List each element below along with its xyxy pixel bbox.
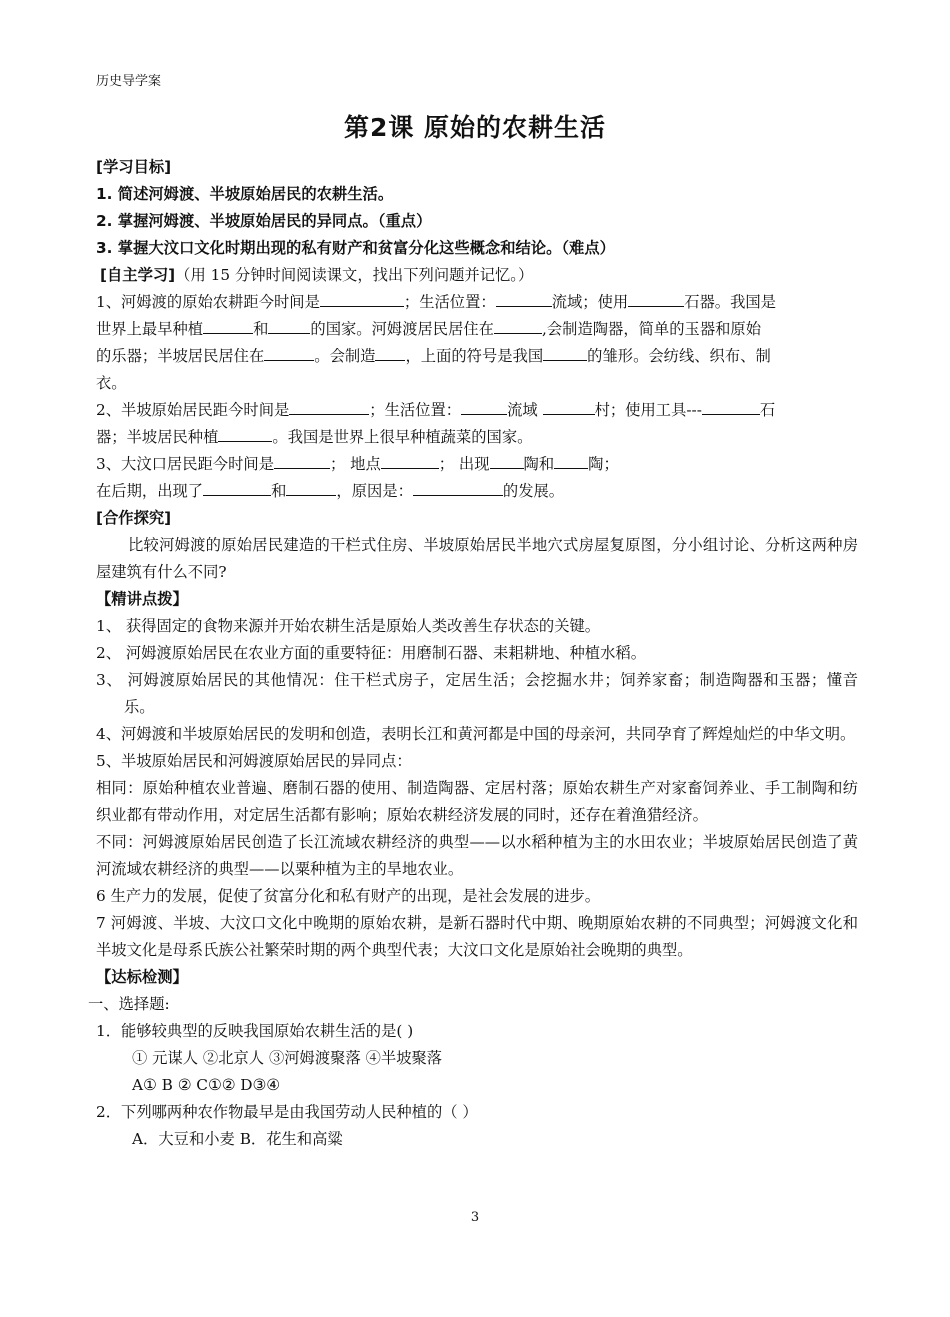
- q1-text-g: 的国家。河姆渡居民居住在: [310, 320, 494, 338]
- fill-blank[interactable]: [628, 292, 684, 307]
- key-point-1: 1、 获得固定的食物来源并开始农耕生活是原始人类改善生存状态的关键。: [96, 617, 601, 635]
- test-heading: 【达标检测】: [96, 968, 188, 986]
- fill-blank[interactable]: [320, 292, 404, 307]
- fill-blank[interactable]: [496, 292, 552, 307]
- test-section-1: 一、选择题:: [88, 995, 170, 1013]
- key-points-heading: 【精讲点拨】: [96, 590, 188, 608]
- document-body: [88, 154, 858, 1153]
- page-number: 3: [470, 1210, 480, 1225]
- q2-text-a: 2、半坡原始居民距今时间是: [96, 401, 290, 419]
- q3-text-c: ； 出现: [438, 455, 490, 473]
- q2-line-2: [96, 424, 858, 451]
- lesson-title: 第2课 原始的农耕生活: [343, 113, 607, 142]
- q2-text-e: 石: [759, 401, 776, 419]
- fill-blank[interactable]: [203, 319, 253, 334]
- key-point-6: 6 生产力的发展，促使了贫富分化和私有财产的出现，是社会发展的进步。: [96, 887, 601, 905]
- q1-text-k: ，上面的符号是我国: [405, 347, 544, 365]
- q1-text-f: 和: [253, 320, 269, 338]
- fill-blank[interactable]: [274, 454, 330, 469]
- fill-blank[interactable]: [543, 400, 595, 415]
- key-point-5: 5、半坡原始居民和河姆渡原始居民的异同点：: [96, 752, 412, 770]
- q3-text-h: ，原因是：: [336, 482, 413, 500]
- q3-text-g: 和: [271, 482, 287, 500]
- key-point-7: 7 河姆渡、半坡、大汶口文化中晚期的原始农耕，是新石器时代中期、晚期原始农耕的不同典型；河姆渡文化和半坡文化是母系氏族公社繁荣时期的两个典型代表；大汶口文化是原始社会晚期的典型。: [96, 914, 858, 959]
- q1-text-l: 的雏形。会纺线、织布、制: [587, 347, 771, 365]
- fill-blank[interactable]: [494, 319, 542, 334]
- key-point-4: 4、河姆渡和半坡原始居民的发明和创造，表明长江和黄河都是中国的母亲河，共同孕育了辉煌灿烂的中华文明。: [96, 725, 856, 743]
- q2-line-1: [96, 397, 858, 424]
- test-question-1-choices: A① B ② C①② D③④: [132, 1076, 280, 1094]
- q2-text-c: 流域: [507, 401, 538, 419]
- key-point-2: 2、 河姆渡原始居民在农业方面的重要特征：用磨制石器、耒耜耕地、种植水稻。: [96, 644, 646, 662]
- fill-blank[interactable]: [461, 400, 507, 415]
- fill-blank[interactable]: [381, 454, 439, 469]
- test-question-2-options: A．大豆和小麦 B．花生和高粱: [132, 1130, 343, 1148]
- q3-text-b: ； 地点: [330, 455, 381, 473]
- key-point-same: 相同：原始种植农业普遍、磨制石器的使用、制造陶器、定居村落；原始农耕生产对家畜饲养业、手工制陶和纺织业都有带动作用，对定居生活都有影响；原始农耕经济发展的同时，还存在着渔猎经济。: [96, 779, 858, 824]
- fill-blank[interactable]: [289, 400, 369, 415]
- q1-text-b: ；生活位置：: [403, 293, 496, 311]
- cooperation-text: 比较河姆渡的原始居民建造的干栏式住房、半坡原始居民半地穴式房屋复原图，分小组讨论、分析这两种房屋建筑有什么不同?: [96, 536, 858, 581]
- fill-blank[interactable]: [702, 400, 760, 415]
- test-question-1-options: ① 元谋人 ②北京人 ③河姆渡聚落 ④半坡聚落: [132, 1049, 443, 1067]
- fill-blank[interactable]: [490, 454, 524, 469]
- q2-text-d: 村；使用工具---: [594, 401, 702, 419]
- q2-text-g: 。我国是世界上很早种植蔬菜的国家。: [272, 428, 533, 446]
- test-question-1: 1．能够较典型的反映我国原始农耕生活的是( ): [96, 1022, 414, 1040]
- q1-text-i: 的乐器；半坡居民居住在: [96, 347, 265, 365]
- q1-text-d: 石器。我国是: [684, 293, 776, 311]
- fill-blank[interactable]: [268, 319, 310, 334]
- header-label: 历史导学案: [96, 74, 162, 89]
- fill-blank[interactable]: [554, 454, 588, 469]
- q2-text-b: ；生活位置：: [369, 401, 462, 419]
- q1-text-h: ,会制造陶器，简单的玉器和原始: [541, 320, 762, 338]
- q1-text-e: 世界上最早种植: [96, 320, 204, 338]
- self-study-heading: [自主学习]: [100, 266, 176, 284]
- fill-blank[interactable]: [375, 346, 405, 361]
- q3-text-i: 的发展。: [502, 482, 565, 500]
- fill-blank[interactable]: [543, 346, 587, 361]
- q1-line-3: [96, 343, 858, 370]
- q1-line-2: [96, 316, 858, 343]
- q1-line-1: [96, 289, 858, 316]
- self-study-note: （用 15 分钟时间阅读课文，找出下列问题并记忆。）: [175, 266, 534, 284]
- self-study-heading-line: [96, 262, 858, 289]
- fill-blank[interactable]: [413, 481, 503, 496]
- q3-line-2: [96, 478, 858, 505]
- objective-3: 3. 掌握大汶口文化时期出现的私有财产和贫富分化这些概念和结论。（难点）: [96, 239, 615, 257]
- q3-text-f: 在后期，出现了: [96, 482, 204, 500]
- cooperation-heading: [合作探究]: [96, 509, 172, 527]
- objective-1: 1. 简述河姆渡、半坡原始居民的农耕生活。: [96, 185, 394, 203]
- q3-text-d: 陶和: [523, 455, 555, 473]
- fill-blank[interactable]: [218, 427, 272, 442]
- fill-blank[interactable]: [203, 481, 271, 496]
- fill-blank[interactable]: [264, 346, 314, 361]
- objectives-heading: [学习目标]: [96, 158, 172, 176]
- q1-text-a: 1、河姆渡的原始农耕距今时间是: [96, 293, 320, 311]
- fill-blank[interactable]: [286, 481, 336, 496]
- q1-text-j: 。会制造: [314, 347, 376, 365]
- q1-text-c: 流域；使用: [551, 293, 629, 311]
- q2-text-f: 器；半坡居民种植: [96, 428, 219, 446]
- q1-line-4: 衣。: [96, 374, 127, 392]
- key-point-diff: 不同：河姆渡原始居民创造了长江流域农耕经济的典型——以水稻种植为主的水田农业；半坡原始居民创造了黄河流域农耕经济的典型——以粟种植为主的旱地农业。: [96, 833, 858, 878]
- key-point-3: 3、 河姆渡原始居民的其他情况：住干栏式房子，定居生活；会挖掘水井；饲养家畜；制造陶器和玉器；懂音乐。: [96, 671, 858, 716]
- q3-text-a: 3、大汶口居民距今时间是: [96, 455, 274, 473]
- q3-text-e: 陶；: [588, 455, 619, 473]
- test-question-2: 2．下列哪两种农作物最早是由我国劳动人民种植的（ ）: [96, 1103, 478, 1121]
- q3-line-1: [96, 451, 858, 478]
- objective-2: 2. 掌握河姆渡、半坡原始居民的异同点。（重点）: [96, 212, 432, 230]
